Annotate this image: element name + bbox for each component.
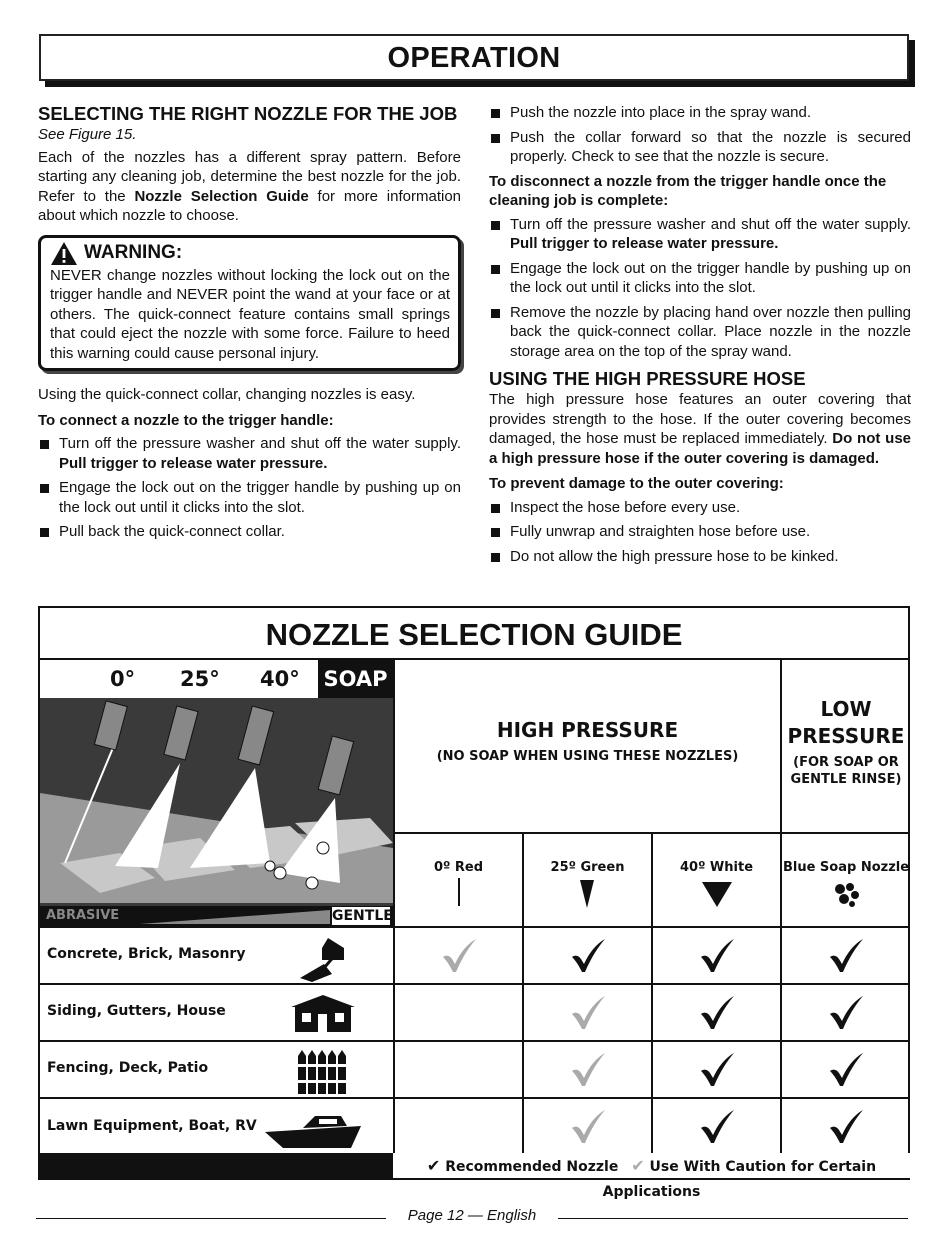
zero-degree-spray-icon (455, 878, 463, 908)
twentyfive-degree-spray-icon (578, 878, 596, 910)
caution-check-icon (569, 994, 607, 1032)
fence-icon (296, 1048, 346, 1096)
grid-line (40, 926, 910, 928)
angle-25: 25° (180, 667, 220, 691)
section-header (39, 34, 909, 81)
angle-header (40, 658, 318, 696)
legend-recommended: Recommended Nozzle (445, 1159, 619, 1175)
list-item: Do not allow the high pressure hose to be kinked. (489, 547, 911, 567)
list-item: Inspect the hose before every use. (489, 498, 911, 518)
recommended-check-icon (827, 937, 865, 975)
house-icon (288, 992, 358, 1034)
left-column (38, 103, 461, 547)
forty-degree-spray-icon (701, 880, 733, 908)
recommended-check-icon: ✔ (426, 1156, 441, 1175)
grid-line (393, 658, 395, 1154)
caution-check-icon (569, 1108, 607, 1146)
boat-icon (263, 1110, 363, 1152)
shovel-house-icon (292, 934, 364, 982)
caution-check-icon (440, 937, 478, 975)
recommended-check-icon (698, 1108, 736, 1146)
disconnect-list (489, 215, 911, 362)
grid-line (522, 832, 524, 1154)
grid-line (40, 1040, 910, 1042)
soap-spray-icon (832, 880, 862, 910)
high-pressure-header: HIGH PRESSURE (NO SOAP WHEN USING THESE NOZZLES) (436, 718, 739, 764)
right-column (489, 103, 911, 571)
grid-line (40, 983, 910, 985)
nozzle-selection-guide (38, 606, 910, 1200)
list-item: Pull back the quick-connect collar. (38, 522, 461, 542)
grid-line (40, 1097, 910, 1099)
disconnect-lead: To disconnect a nozzle from the trigger handle once the cleaning job is complete: (489, 172, 887, 209)
nozzle-blue-soap: Blue Soap Nozzle (782, 860, 910, 875)
legend (393, 1153, 910, 1200)
connect-lead: To connect a nozzle to the trigger handle: (38, 411, 334, 429)
soap-label: SOAP (318, 658, 393, 698)
grid-line (651, 832, 653, 1154)
push-list (489, 103, 911, 167)
legend-bar (40, 1153, 908, 1200)
row-label-concrete: Concrete, Brick, Masonry (47, 946, 246, 962)
intro-paragraph: Each of the nozzles has a different spray pattern. Before starting any cleaning job, determine the best nozzle for the job. Refer to the Nozzle Selection Guide for more information about which nozzle to choose. (38, 148, 462, 224)
warning-text: NEVER change nozzles without locking the lock out on the trigger handle and NEVER point the wand at your face or at others. The quick-connect feature contains small springs that could eject the nozzle with some force. Failure to heed this warning could cause personal injury. (50, 266, 450, 362)
section-title: OPERATION (387, 42, 561, 74)
nozzle-40-white: 40º White (679, 860, 754, 875)
nozzle-25-green: 25º Green (550, 860, 625, 875)
recommended-check-icon (698, 937, 736, 975)
row-label-siding: Siding, Gutters, House (47, 1003, 226, 1019)
caution-check-icon (569, 1051, 607, 1089)
recommended-check-icon (827, 994, 865, 1032)
page-footer (36, 1207, 908, 1227)
list-item: Push the nozzle into place in the spray wand. (489, 103, 911, 123)
list-item: Turn off the pressure washer and shut off the water supply. Pull trigger to release water pressure. (489, 215, 911, 254)
warning-title: WARNING: (84, 242, 183, 263)
grid-line (780, 658, 782, 1154)
page-number: Page 12 — English (407, 1207, 537, 1224)
recommended-check-icon (827, 1051, 865, 1089)
abrasive-label: ABRASIVE (46, 908, 120, 923)
row-label-fencing: Fencing, Deck, Patio (47, 1060, 209, 1076)
hose-heading: USING THE HIGH PRESSURE HOSE (489, 368, 806, 389)
angle-0: 0° (110, 667, 136, 691)
list-item: Turn off the pressure washer and shut off the water supply. Pull trigger to release water pressure. (38, 434, 461, 473)
angle-40: 40° (260, 667, 300, 691)
nozzle-heading: SELECTING THE RIGHT NOZZLE FOR THE JOB (38, 103, 458, 124)
connect-list (38, 434, 461, 542)
figure-ref: See Figure 15. (38, 126, 137, 143)
recommended-check-icon (569, 937, 607, 975)
list-item: Engage the lock out on the trigger handle by pushing up on the lock out until it clicks into the slot. (38, 478, 461, 517)
spray-pattern-illustration (40, 698, 393, 926)
recommended-check-icon (827, 1108, 865, 1146)
list-item: Push the collar forward so that the nozzle is secured properly. Check to see that the nozzle is secure. (489, 128, 911, 167)
recommended-check-icon (698, 1051, 736, 1089)
guide-title: NOZZLE SELECTION GUIDE (40, 608, 908, 660)
prevent-list (489, 498, 911, 567)
legend-caution: Use With Caution for Certain Applications (602, 1159, 877, 1200)
quick-connect-text: Using the quick-connect collar, changing nozzles is easy. (38, 386, 416, 403)
warning-box (38, 235, 461, 372)
gentle-label: GENTLE (332, 908, 393, 924)
caution-check-icon: ✔ (631, 1156, 645, 1175)
list-item: Engage the lock out on the trigger handle by pushing up on the lock out until it clicks into the slot. (489, 259, 911, 298)
list-item: Remove the nozzle by placing hand over nozzle then pulling back the quick-connect collar. Place nozzle in the nozzle storage area on the top of the spray wand. (489, 303, 911, 362)
grid-line (393, 832, 910, 834)
hose-paragraph: The high pressure hose features an outer covering that provides strength to the hose. If the outer covering becomes damaged, the hose must be replaced immediately. Do not use a high pressure hose if the outer covering is damaged. (489, 391, 911, 467)
recommended-check-icon (698, 994, 736, 1032)
row-label-lawn: Lawn Equipment, Boat, RV (47, 1118, 257, 1134)
prevent-lead: To prevent damage to the outer covering: (489, 475, 784, 492)
list-item: Fully unwrap and straighten hose before use. (489, 522, 911, 542)
nozzle-0-red: 0º Red (433, 860, 484, 875)
warning-icon (50, 241, 78, 266)
low-pressure-header: LOW PRESSURE (FOR SOAP OR GENTLE RINSE) (787, 697, 905, 787)
